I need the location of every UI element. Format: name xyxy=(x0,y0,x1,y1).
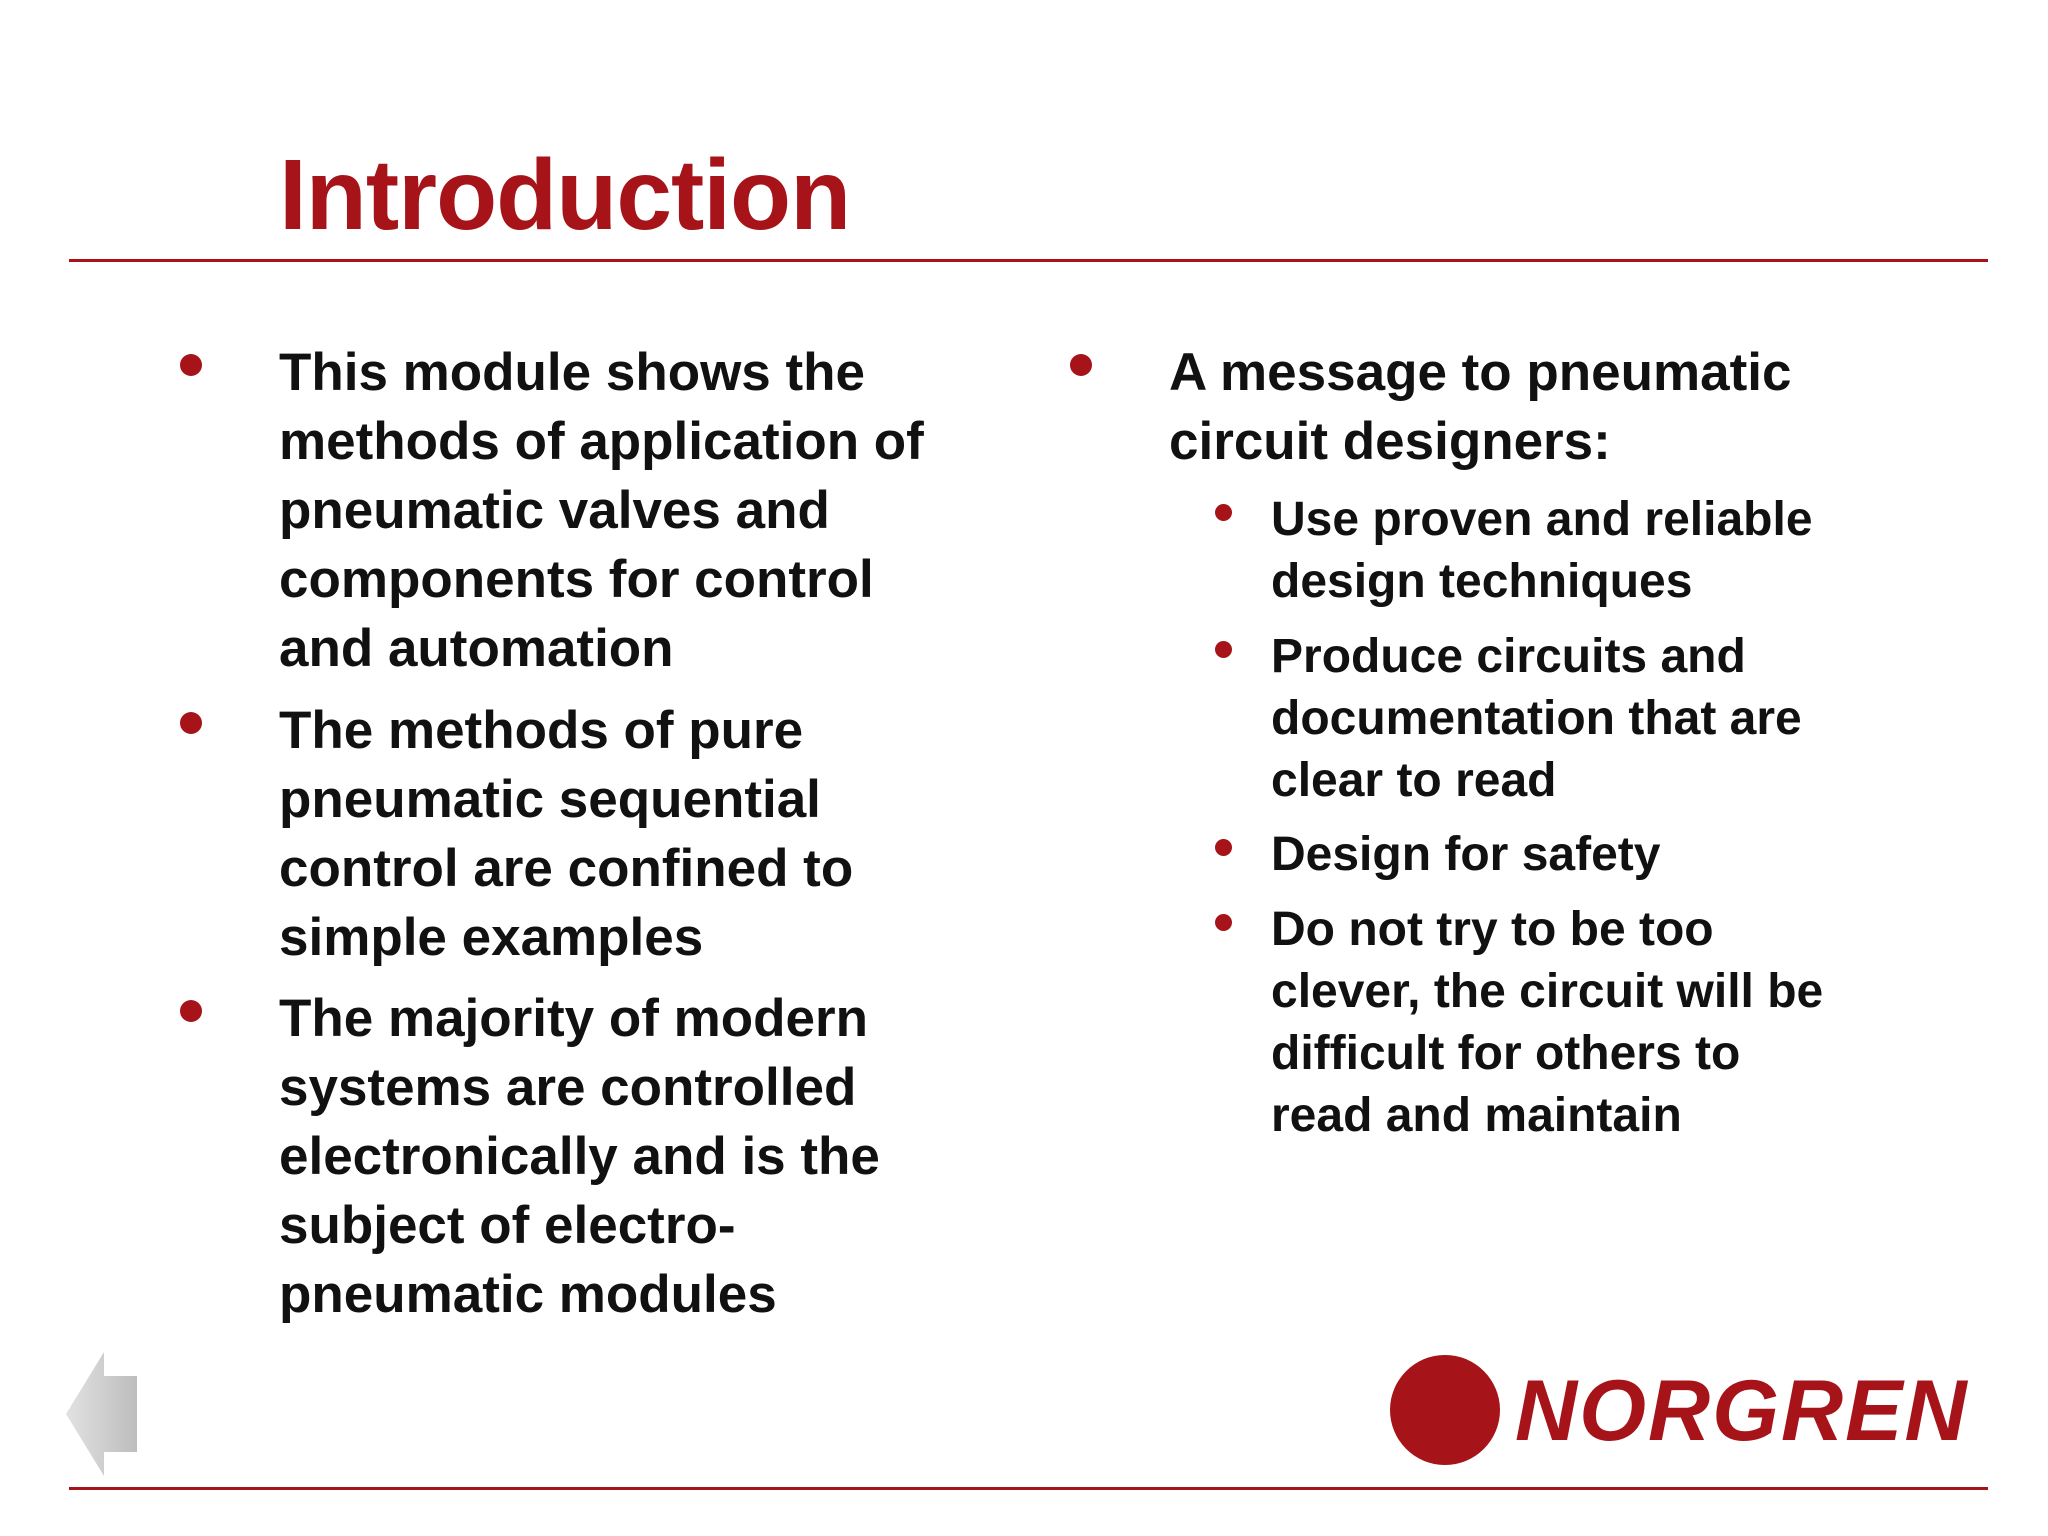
sub-bullet-text: Do not try to be too clever, the circuit will be difficult for others to read and maintain xyxy=(1271,903,1824,1142)
logo-circle xyxy=(1390,1355,1500,1465)
bullet-dot-icon xyxy=(1215,839,1232,856)
bullet-dot-icon xyxy=(1215,914,1232,931)
bullet-dot-icon xyxy=(180,1000,202,1022)
bullet-dot-icon xyxy=(1215,641,1232,658)
sub-bullet-text: Use proven and reliable design techniques xyxy=(1271,493,1813,608)
back-arrow-shape xyxy=(66,1352,141,1476)
bullet-heading: A message to pneumatic circuit designers: xyxy=(1169,343,1792,471)
title-divider xyxy=(69,259,1988,262)
logo-wordmark: NORGREN xyxy=(1515,1363,1969,1459)
bullet-dot-icon xyxy=(180,354,202,376)
bullet-text: The majority of modern systems are controlled electronically and is the subject of electro- pneumatic modules xyxy=(279,989,880,1324)
bullet-dot-icon xyxy=(1215,504,1232,521)
bullet-dot-icon xyxy=(180,712,202,734)
bullet-text: This module shows the methods of application of pneumatic valves and components for control and automation xyxy=(279,343,924,678)
bullet-text: The methods of pure pneumatic sequential control are confined to simple examples xyxy=(279,701,854,967)
sub-bullet-text: Design for safety xyxy=(1271,828,1661,881)
slide-title: Introduction xyxy=(279,139,851,251)
sub-bullet-text: Produce circuits and documentation that are clear to read xyxy=(1271,630,1802,807)
bullet-dot-icon xyxy=(1070,354,1092,376)
norgren-logo xyxy=(1390,1355,1990,1470)
footer-divider xyxy=(69,1487,1988,1490)
back-arrow-icon[interactable] xyxy=(66,1352,141,1476)
